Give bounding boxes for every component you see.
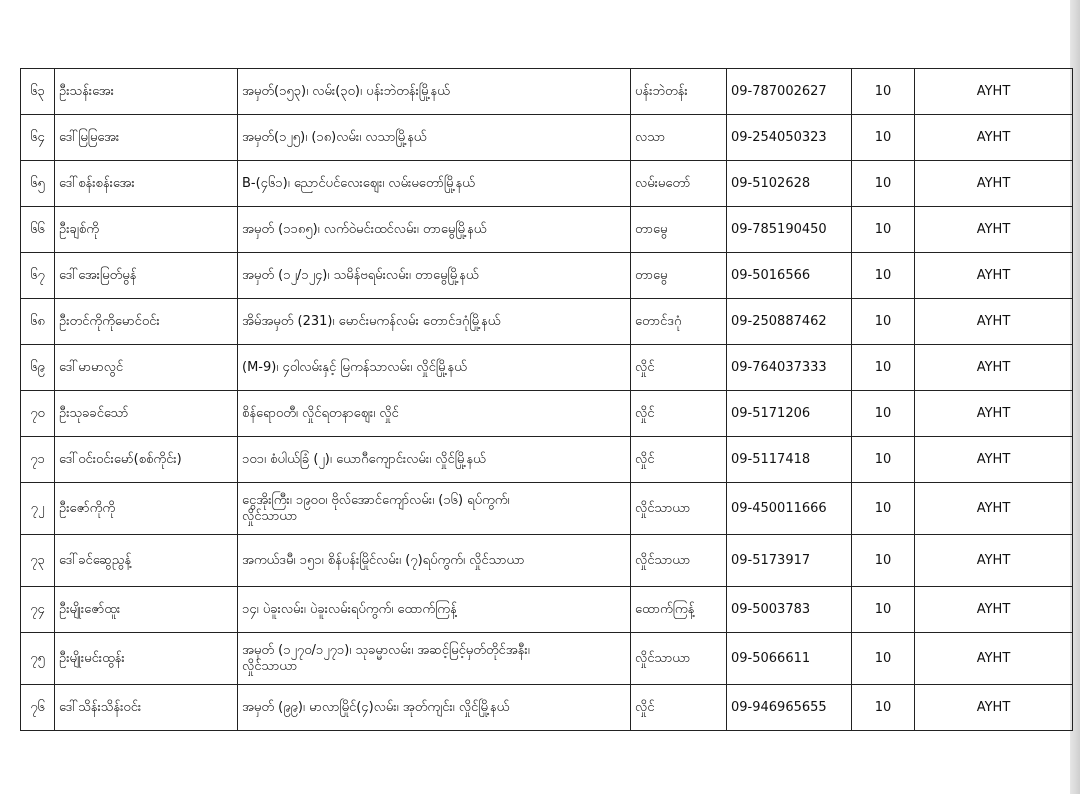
code: AYHT bbox=[915, 437, 1073, 483]
phone-number: 09-946965655 bbox=[727, 685, 852, 731]
phone-number: 09-5016566 bbox=[727, 253, 852, 299]
count: 10 bbox=[852, 587, 915, 633]
person-name: ဦးမျိုးဇော်ထူး bbox=[55, 587, 238, 633]
phone-number: 09-785190450 bbox=[727, 207, 852, 253]
address-line: ငွေအိုးကြီး၊ ၁၉၀၀၊ ဗိုလ်အောင်ကျော်လမ်း၊ (၁၆) ရပ်ကွက်၊ bbox=[242, 492, 510, 508]
township: လသာ bbox=[631, 115, 727, 161]
row-number: ၆၅ bbox=[21, 161, 55, 207]
phone-number: 09-787002627 bbox=[727, 69, 852, 115]
count: 10 bbox=[852, 69, 915, 115]
address: အကယ်ဒမီ၊ ၁၅၁၊ စိန်ပန်းမြိုင်လမ်း၊ (၇)ရပ်ကွက်၊ လှိုင်သာယာ bbox=[238, 535, 631, 587]
address-line: လှိုင်သာယာ bbox=[242, 508, 298, 524]
address: အမှတ် (၁၁၈၅)၊ လက်ဝဲမင်းထင်လမ်း၊ တာမွေမြို့နယ် bbox=[238, 207, 631, 253]
phone-number: 09-764037333 bbox=[727, 345, 852, 391]
row-number: ၆၈ bbox=[21, 299, 55, 345]
count: 10 bbox=[852, 535, 915, 587]
table-row bbox=[21, 299, 1073, 345]
phone-number: 09-5102628 bbox=[727, 161, 852, 207]
address bbox=[238, 483, 631, 535]
phone-number: 09-5173917 bbox=[727, 535, 852, 587]
count: 10 bbox=[852, 633, 915, 685]
table-row bbox=[21, 633, 1073, 685]
table-row bbox=[21, 483, 1073, 535]
address-line: အမှတ် (၁၂၇၀/၁၂၇၁)၊ သုခမ္မာလမ်း၊ အဆင့်မြင့်မှတ်တိုင်အနီး၊ bbox=[242, 642, 530, 658]
code: AYHT bbox=[915, 345, 1073, 391]
township: လှိုင် bbox=[631, 685, 727, 731]
address: အိမ်အမှတ် (231)၊ မောင်းမကန်လမ်း တောင်ဒဂုံမြို့နယ် bbox=[238, 299, 631, 345]
township: လှိုင် bbox=[631, 345, 727, 391]
table-row bbox=[21, 437, 1073, 483]
phone-number: 09-5066611 bbox=[727, 633, 852, 685]
code: AYHT bbox=[915, 633, 1073, 685]
township: တာမွေ bbox=[631, 207, 727, 253]
phone-number: 09-254050323 bbox=[727, 115, 852, 161]
person-name: ဦးချစ်ကို bbox=[55, 207, 238, 253]
code: AYHT bbox=[915, 685, 1073, 731]
table-row bbox=[21, 535, 1073, 587]
code: AYHT bbox=[915, 115, 1073, 161]
address: အမှတ် (၁၂/၁၂၄)၊ သမိန်ဗရမ်းလမ်း၊ တာမွေမြို့နယ် bbox=[238, 253, 631, 299]
count: 10 bbox=[852, 437, 915, 483]
township: လှိုင်သာယာ bbox=[631, 483, 727, 535]
row-number: ၇၃ bbox=[21, 535, 55, 587]
person-name: ဦးမျိုးမင်းထွန်း bbox=[55, 633, 238, 685]
person-name: ဒေါ်ဝင်းဝင်းမော်(စစ်ကိုင်း) bbox=[55, 437, 238, 483]
phone-number: 09-5003783 bbox=[727, 587, 852, 633]
code: AYHT bbox=[915, 161, 1073, 207]
row-number: ၇၂ bbox=[21, 483, 55, 535]
count: 10 bbox=[852, 253, 915, 299]
row-number: ၇၆ bbox=[21, 685, 55, 731]
code: AYHT bbox=[915, 69, 1073, 115]
address-line: လှိုင်သာယာ bbox=[242, 658, 298, 674]
count: 10 bbox=[852, 345, 915, 391]
township: တောင်ဒဂုံ bbox=[631, 299, 727, 345]
address: ၁၀၁၊ စံပါယ်ခြံ (၂)၊ ယောဂီကျောင်းလမ်း၊ လှိုင်မြို့နယ် bbox=[238, 437, 631, 483]
row-number: ၇၁ bbox=[21, 437, 55, 483]
row-number: ၆၄ bbox=[21, 115, 55, 161]
person-name: ဒေါ်စန်းစန်းအေး bbox=[55, 161, 238, 207]
township: လှိုင်သာယာ bbox=[631, 633, 727, 685]
table-row bbox=[21, 587, 1073, 633]
code: AYHT bbox=[915, 207, 1073, 253]
count: 10 bbox=[852, 299, 915, 345]
code: AYHT bbox=[915, 253, 1073, 299]
table-row bbox=[21, 115, 1073, 161]
table-row bbox=[21, 207, 1073, 253]
phone-number: 09-5171206 bbox=[727, 391, 852, 437]
township: လှိုင် bbox=[631, 437, 727, 483]
person-name: ဒေါ်မာမာလွင် bbox=[55, 345, 238, 391]
address: B-(၄၆၁)၊ ညောင်ပင်လေးဈေး၊ လမ်းမတော်မြို့နယ် bbox=[238, 161, 631, 207]
township: လှိုင်သာယာ bbox=[631, 535, 727, 587]
person-name: ဒေါ်ခင်ဆွေညွန့် bbox=[55, 535, 238, 587]
township: လမ်းမတော် bbox=[631, 161, 727, 207]
count: 10 bbox=[852, 161, 915, 207]
row-number: ၆၇ bbox=[21, 253, 55, 299]
code: AYHT bbox=[915, 483, 1073, 535]
row-number: ၇၄ bbox=[21, 587, 55, 633]
records-table bbox=[20, 68, 1073, 731]
person-name: ဦးဇော်ကိုကို bbox=[55, 483, 238, 535]
code: AYHT bbox=[915, 587, 1073, 633]
township: ထောက်ကြန့် bbox=[631, 587, 727, 633]
table-row bbox=[21, 345, 1073, 391]
address: အမှတ်(၁၅၃)၊ လမ်း(၃၀)၊ ပန်းဘဲတန်းမြို့နယ် bbox=[238, 69, 631, 115]
count: 10 bbox=[852, 483, 915, 535]
row-number: ၆၆ bbox=[21, 207, 55, 253]
table-row bbox=[21, 391, 1073, 437]
person-name: ဒေါ်သိန်းသိန်းဝင်း bbox=[55, 685, 238, 731]
person-name: ဦးတင်ကိုကိုမောင်ဝင်း bbox=[55, 299, 238, 345]
person-name: ဒေါ်မြမြအေး bbox=[55, 115, 238, 161]
township: ပန်းဘဲတန်း bbox=[631, 69, 727, 115]
row-number: ၇၅ bbox=[21, 633, 55, 685]
address: အမှတ်(၁၂၅)၊ (၁၈)လမ်း၊ လသာမြို့နယ် bbox=[238, 115, 631, 161]
code: AYHT bbox=[915, 299, 1073, 345]
phone-number: 09-5117418 bbox=[727, 437, 852, 483]
address bbox=[238, 633, 631, 685]
table-row bbox=[21, 253, 1073, 299]
row-number: ၆၉ bbox=[21, 345, 55, 391]
count: 10 bbox=[852, 207, 915, 253]
table-row bbox=[21, 161, 1073, 207]
code: AYHT bbox=[915, 535, 1073, 587]
address: အမှတ် (၉၉)၊ မာလာမြိုင်(၄)လမ်း၊ အုတ်ကျင်း၊ လှိုင်မြို့နယ် bbox=[238, 685, 631, 731]
person-name: ဦးသန်းအေး bbox=[55, 69, 238, 115]
phone-number: 09-450011666 bbox=[727, 483, 852, 535]
person-name: ဒေါ်အေးမြတ်မွန် bbox=[55, 253, 238, 299]
row-number: ၇၀ bbox=[21, 391, 55, 437]
township: တာမွေ bbox=[631, 253, 727, 299]
count: 10 bbox=[852, 391, 915, 437]
address: စိန်ရောဝတီ၊ လှိုင်ရတနာဈေး၊ လှိုင် bbox=[238, 391, 631, 437]
table-row bbox=[21, 69, 1073, 115]
count: 10 bbox=[852, 115, 915, 161]
address: ၁၄၊ ပဲခူးလမ်း၊ ပဲခူးလမ်းရပ်ကွက်၊ ထောက်ကြန့် bbox=[238, 587, 631, 633]
count: 10 bbox=[852, 685, 915, 731]
row-number: ၆၃ bbox=[21, 69, 55, 115]
code: AYHT bbox=[915, 391, 1073, 437]
person-name: ဦးသုခခင်သော် bbox=[55, 391, 238, 437]
phone-number: 09-250887462 bbox=[727, 299, 852, 345]
township: လှိုင် bbox=[631, 391, 727, 437]
address: (M-9)၊ ၄ဝါလမ်းနှင့် မြကန်သာလမ်း၊ လှိုင်မြို့နယ် bbox=[238, 345, 631, 391]
table-row bbox=[21, 685, 1073, 731]
